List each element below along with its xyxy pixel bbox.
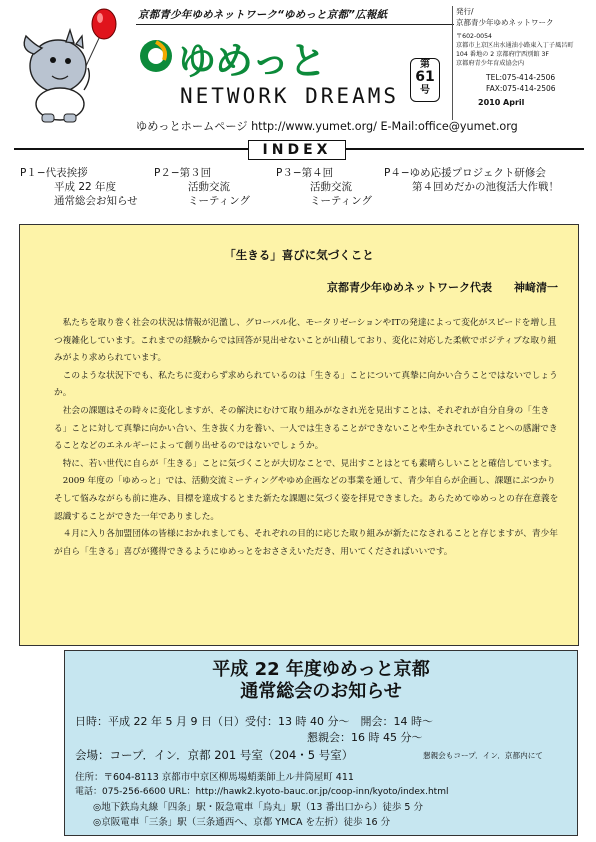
notice-venue-note: 懇親会もコープ．イン．京都内にて xyxy=(423,751,543,760)
index-item: P２−第３回 xyxy=(154,167,212,179)
logo-mark-icon xyxy=(138,38,174,74)
index-item: 活動交流 xyxy=(310,181,352,193)
divider xyxy=(136,24,454,25)
issue-prefix: 第 xyxy=(420,59,430,70)
issue-number: 61 xyxy=(415,69,435,85)
notice-datetime: 日時：平成 22 年 5 月 9 日（日）受付：13 時 40 分〜 開会：14 時〜 xyxy=(75,715,433,728)
greeting-paragraph: 特に、若い世代に自らが「生きる」ことに気づくことが大切なことで、見出すことはとても素晴らしいことと確信しています。 xyxy=(62,458,558,469)
index-item: P３−第４回 xyxy=(276,167,334,179)
greeting-author: 京都青少年ゆめネットワーク代表 神﨑清一 xyxy=(327,281,558,294)
greeting-paragraph: 私たちを取り巻く社会の状況は情報が氾濫し、グローバル化、モータリゼーションやITの発達によって変化がスピードを増し且つ複雑化しています。これまでの経験からでは回答が見出せないことが山積しており、変化に対応した柔軟でポジティブな取り組みがより求められています。 xyxy=(54,318,557,364)
notice-title-line-1: 平成 22 年度ゆめっと京都 xyxy=(212,659,430,680)
rhino-mascot-icon xyxy=(6,6,136,124)
network-dreams-title: NETWORK DREAMS xyxy=(180,84,400,108)
index-item: ミーティング xyxy=(310,195,372,207)
publisher-label: 発行/ xyxy=(456,7,474,16)
publisher-address-1: 京都市上京区出水通油小路東入丁子風呂町 xyxy=(456,42,574,49)
publisher-info xyxy=(456,6,596,108)
general-meeting-notice xyxy=(64,650,578,836)
greeting-box xyxy=(19,224,579,646)
notice-access-1: ◎地下鉄烏丸線「四条」駅・阪急電車「烏丸」駅（13 番出口から）徒歩 5 分 xyxy=(93,802,423,813)
index-item: 第４回めだかの池復活大作戦！ xyxy=(412,181,559,193)
publisher-address-3: 京都府青少年育成協会内 xyxy=(456,60,525,67)
index-item: 活動交流 xyxy=(188,181,230,193)
index-col-p4[interactable] xyxy=(384,166,559,194)
publisher-tel: TEL:075-414-2506 xyxy=(486,73,556,82)
notice-phone-url[interactable]: 電話：075-256-6600 URL：http://hawk2.kyoto-bauc.or.jp/coop-inn/kyoto/index.html xyxy=(75,787,449,797)
notice-address: 住所：〒604-8113 京都市中京区柳馬場蛸薬師上ル井筒屋町 411 xyxy=(75,772,354,783)
index-col-p1[interactable] xyxy=(20,166,138,208)
notice-social: 懇親会：16 時 45 分〜 xyxy=(307,731,423,744)
issue-suffix: 号 xyxy=(420,85,430,96)
greeting-paragraph: 2009 年度の「ゆめっと」では、活動交流ミーティングやゆめ企画などの事業を通して、青少年自らが企画し、課題にぶつかりそして悩みながらも前に進み、目標を達成するとまた新たな課題に気づく姿を拝見できました。あらためてゆめっとの存在意義を認識することができた一年でありました。 xyxy=(54,476,559,522)
publisher-divider xyxy=(452,6,453,120)
greeting-body xyxy=(54,315,562,561)
header-subtitle: 京都青少年ゆめネットワーク“ゆめっと京都”広報紙 xyxy=(138,9,388,21)
publisher-postal: 〒602-0054 xyxy=(456,33,492,40)
index-item: ミーティング xyxy=(188,195,250,207)
greeting-title: 「生きる」喜びに気づくこと xyxy=(224,248,374,262)
index-item: 平成 22 年度 xyxy=(54,181,117,193)
index-col-p2[interactable] xyxy=(154,166,250,208)
index-item: P１−代表挨拶 xyxy=(20,167,88,179)
index-title: INDEX xyxy=(248,140,346,160)
publisher-address-2: 104 番地の 2 京都府庁西別館 3F xyxy=(456,51,549,58)
website-email-line[interactable]: ゆめっとホームページ http://www.yumet.org/ E-Mail:office@yumet.org xyxy=(136,120,518,133)
notice-venue: 会場：コープ．イン．京都 201 号室（204・5 号室） xyxy=(75,748,354,762)
greeting-paragraph: このような状況下でも、私たちに変わらず求められているのは「生きる」ことについて真摯に向かい合うことではないでしょうか。 xyxy=(54,370,558,399)
logo-text: ゆめっと xyxy=(178,39,326,83)
index-item: 通常総会お知らせ xyxy=(54,195,138,207)
greeting-paragraph: ４月に入り各加盟団体の皆様におかれましても、それぞれの目的に応じた取り組みが新たになされることと存じますが、青少年が自ら「生きる」喜びが獲得できるようにゆめっとをおささえいただき、用いてくださればいいです。 xyxy=(54,529,558,557)
notice-title-line-2: 通常総会のお知らせ xyxy=(240,681,402,702)
publisher-name: 京都青少年ゆめネットワーク xyxy=(456,18,554,27)
notice-title xyxy=(65,659,577,703)
publisher-fax: FAX:075-414-2506 xyxy=(486,84,556,93)
issue-number-badge xyxy=(410,58,440,102)
index-item: P４−ゆめ応援プロジェクト研修会 xyxy=(384,167,546,179)
index-col-p3[interactable] xyxy=(276,166,372,208)
greeting-paragraph: 社会の課題はその時々に変化しますが、その解決にむけて取り組みがなされ光を見出すことは、それぞれが自分自身の「生きる」ことに対して真摯に向かい合い、生き抜く力を養い、一人では生きることができないことや生かされていることへの感謝できることなどのエネルギーによって創り出せるのではないでしょうか。 xyxy=(54,405,558,452)
publisher-date: 2010 April xyxy=(478,98,525,107)
notice-access-2: ◎京阪電車「三条」駅（三条通西へ、京都 YMCA を左折）徒歩 16 分 xyxy=(93,817,391,828)
